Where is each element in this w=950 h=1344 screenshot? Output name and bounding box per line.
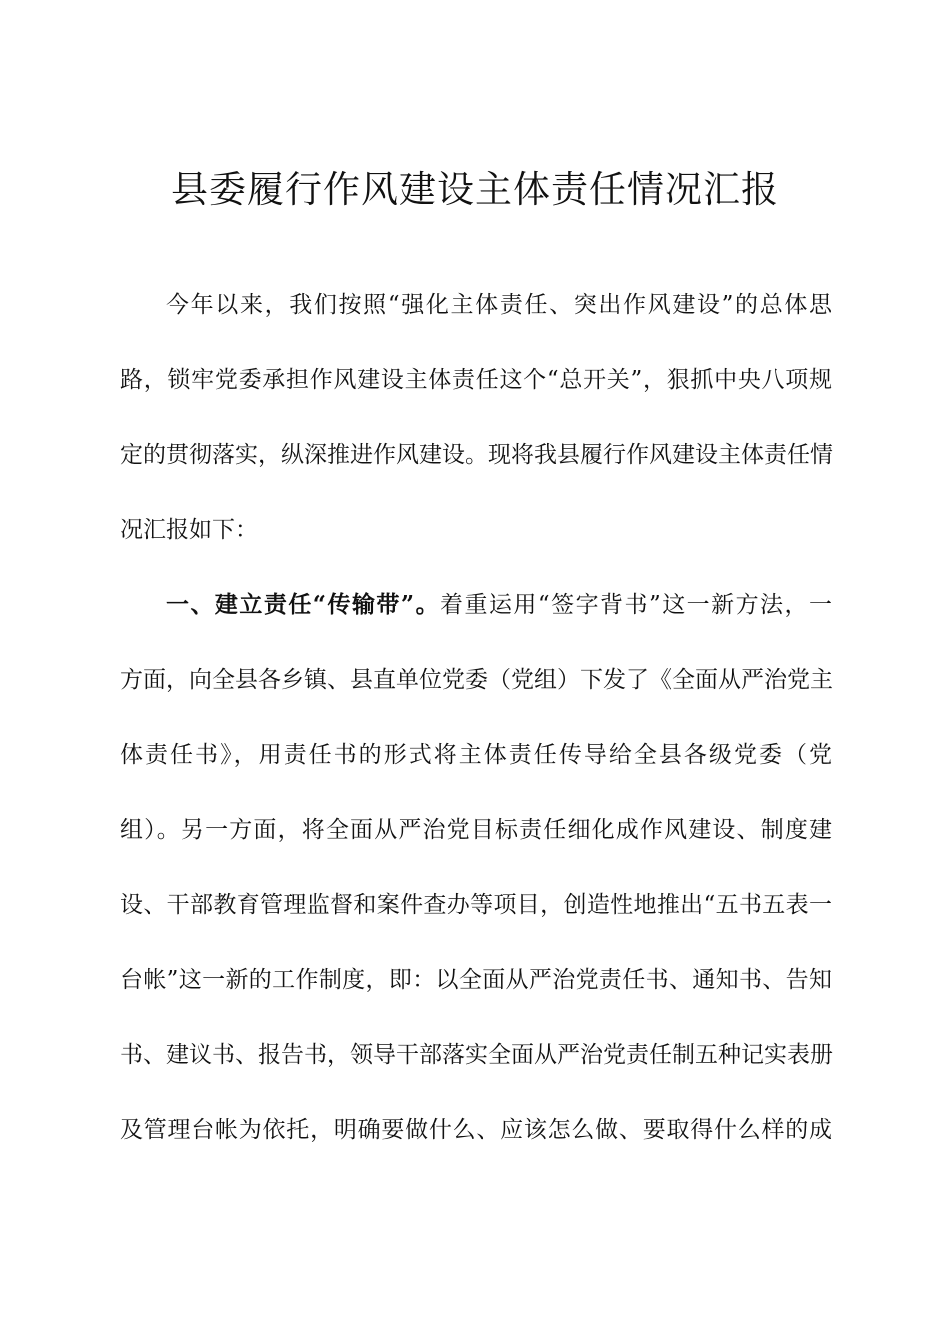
text-line: 定的贯彻落实，纵深推进作风建设。现将我县履行作风建设主体责任情 (120, 442, 833, 468)
text-line: 方面，向全县各乡镇、县直单位党委（党组）下发了《全面从严治党主 (120, 667, 833, 693)
text-line: 体责任书》，用责任书的形式将主体责任传导给全县各级党委（党 (120, 742, 832, 768)
section-heading: 一、建立责任“传输带”。 (166, 591, 441, 618)
text-line: 及管理台帐为依托，明确要做什么、应该怎么做、要取得什么样的成 (120, 1117, 832, 1143)
text-line: 书、建议书、报告书，领导干部落实全面从严治党责任制五种记实表册 (120, 1042, 833, 1068)
text-line: 台帐”这一新的工作制度，即：以全面从严治党责任书、通知书、告知 (120, 967, 832, 993)
text-line: 设、干部教育管理监督和案件查办等项目，创造性地推出“五书五表一 (120, 892, 832, 918)
text-line: 组）。另一方面，将全面从严治党目标责任细化成作风建设、制度建 (120, 817, 832, 843)
text-line: 况汇报如下： (120, 517, 258, 543)
document-title: 县委履行作风建设主体责任情况汇报 (171, 168, 779, 211)
text-line: 路，锁牢党委承担作风建设主体责任这个“总开关”，狠抓中央八项规 (120, 367, 832, 393)
text-line (166, 590, 832, 620)
text-line: 今年以来，我们按照“强化主体责任、突出作风建设”的总体思 (166, 292, 832, 318)
text-span: 着重运用“签字背书”这一新方法，一 (440, 592, 832, 618)
